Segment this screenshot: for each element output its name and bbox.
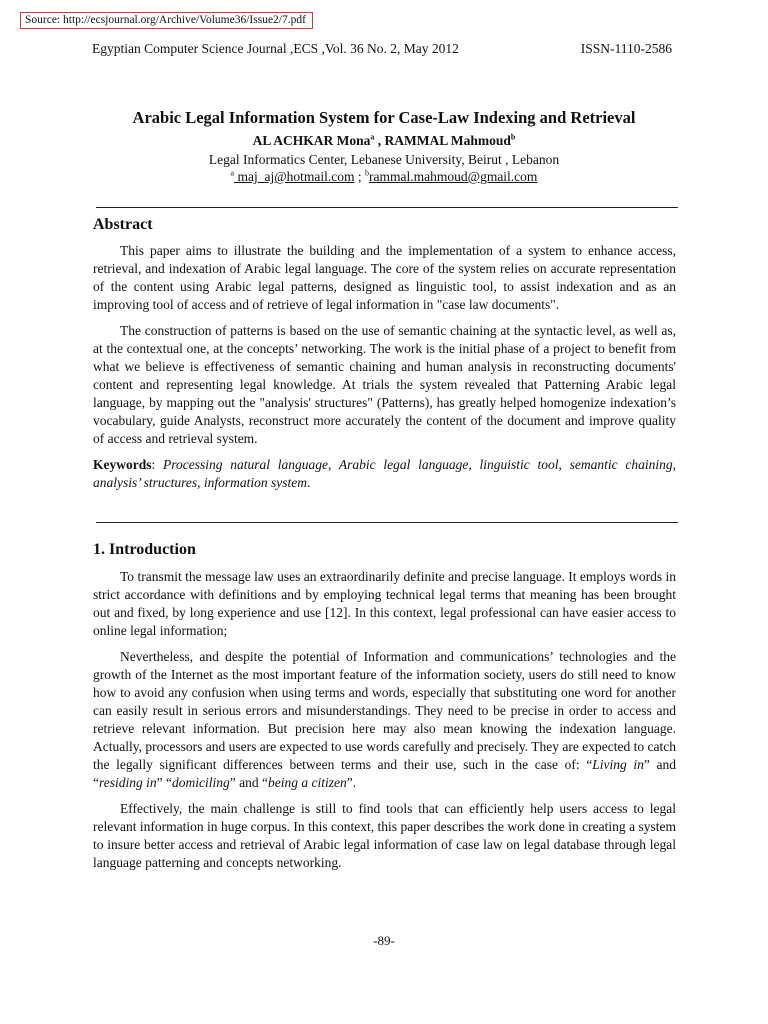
author-2: RAMMAL Mahmoud <box>384 133 511 148</box>
divider-top <box>96 207 678 208</box>
author-1: AL ACHKAR Mona <box>252 133 371 148</box>
introduction-section <box>93 541 676 872</box>
page-number: -89- <box>373 933 395 948</box>
author-1-sup: a <box>370 132 375 142</box>
author-separator: , <box>374 133 385 148</box>
journal-header <box>92 41 672 57</box>
term-living-in: Living in <box>592 757 644 772</box>
source-url[interactable]: Source: http://ecsjournal.org/Archive/Volume36/Issue2/7.pdf <box>25 14 306 26</box>
issn: ISSN-1110-2586 <box>580 41 672 56</box>
intro-paragraph-1: To transmit the message law uses an extraordinarily definite and precise language. It employs words in strict accordance with definitions and by employing technical legal terms that meaning has been brought out and fixed, by long experience and use [12]. In this context, legal professional can have easier access to online legal information; <box>93 569 676 638</box>
journal-citation: Egyptian Computer Science Journal ,ECS ,Vol. 36 No. 2, May 2012 <box>92 41 459 56</box>
keywords-end: . <box>307 475 311 490</box>
intro-paragraph-2 <box>93 648 676 792</box>
abstract-heading: Abstract <box>93 216 153 233</box>
abstract-paragraph-2: The construction of patterns is based on the use of semantic chaining at the syntactic level, as well as, at the contextual one, at the concepts’ networking. The work is the initial phase of a project to benefit from what we believe is effectiveness of semantic chaining and human analysis in reconstructing documents' content and representing legal knowledge. At trials the system revealed that Patterning Arabic legal language, by mapping out the "analysis' structures" (Patterns), has greatly helped homogenize indexation’s vocabulary, guide Analysts, reconstruct more accurately the content of the document and improve quality of access and retrieval system. <box>93 323 676 446</box>
term-being-a-citizen: being a citizen <box>267 775 347 790</box>
introduction-heading: 1. Introduction <box>93 541 196 558</box>
abstract-paragraph-1: This paper aims to illustrate the building and the implementation of a system to enhance access, retrieval, and indexation of Arabic legal language. The core of the system relies on accurate representation of the content using Arabic legal patterns, designed as linguistic tool, to assist indexation and as an improving tool of access and of retrieve of legal information in "case law documents". <box>93 243 676 312</box>
intro-paragraph-2-text: Nevertheless, and despite the potential of Information and communications’ technologies and the growth of the Internet as the most important feature of the information society, users do still need to know how to avoid any confusion when using terms and words, especially that substituting one word for another can easily result in serious errors and misunderstandings. They need to be precise in order to access and retrieve relevant information. But precision here may also mean knowing the indexation language. Actually, processors and users are expected to use words carefully and precisely. They are expected to catch the legally significant differences between terms and their use, such in the case of: <box>93 649 676 772</box>
quote-mark: “ <box>586 757 593 772</box>
email-1-sup: a <box>230 168 235 178</box>
quote-mark: ”. <box>346 775 357 790</box>
author-2-sup: b <box>510 132 516 142</box>
keywords <box>93 456 676 492</box>
keywords-label: Keywords <box>93 457 152 472</box>
email-1-link[interactable]: maj_aj@hotmail.com <box>234 169 355 184</box>
divider-middle <box>96 522 678 523</box>
quote-mark: ” “ <box>156 775 172 790</box>
term-residing-in: residing in <box>99 775 157 790</box>
term-domiciling: domiciling <box>172 775 230 790</box>
author-line <box>0 133 768 149</box>
keywords-colon: : <box>151 457 164 472</box>
email-line <box>0 169 768 185</box>
quote-mark: ” and “ <box>93 757 677 790</box>
abstract-section <box>93 216 676 492</box>
quote-mark: ” and “ <box>229 775 268 790</box>
email-2-link[interactable]: rammal.mahmoud@gmail.com <box>369 169 538 184</box>
source-url-box[interactable] <box>20 12 313 29</box>
email-2-sup: b <box>365 168 370 178</box>
keywords-list: Processing natural language, Arabic legal language, linguistic tool, semantic chaining, analysis’ structures, information system <box>93 457 676 490</box>
paper-title: Arabic Legal Information System for Case-Law Indexing and Retrieval <box>132 108 636 127</box>
email-separator: ; <box>354 169 366 184</box>
intro-paragraph-3: Effectively, the main challenge is still to find tools that can efficiently help users access to legal relevant information in huge corpus. In this context, this paper describes the work done in creating a system to insure better access and retrieval of Arabic legal information of case law on legal database through legal language patterning and concepts networking. <box>93 801 676 870</box>
affiliation: Legal Informatics Center, Lebanese University, Beirut , Lebanon <box>208 152 560 167</box>
